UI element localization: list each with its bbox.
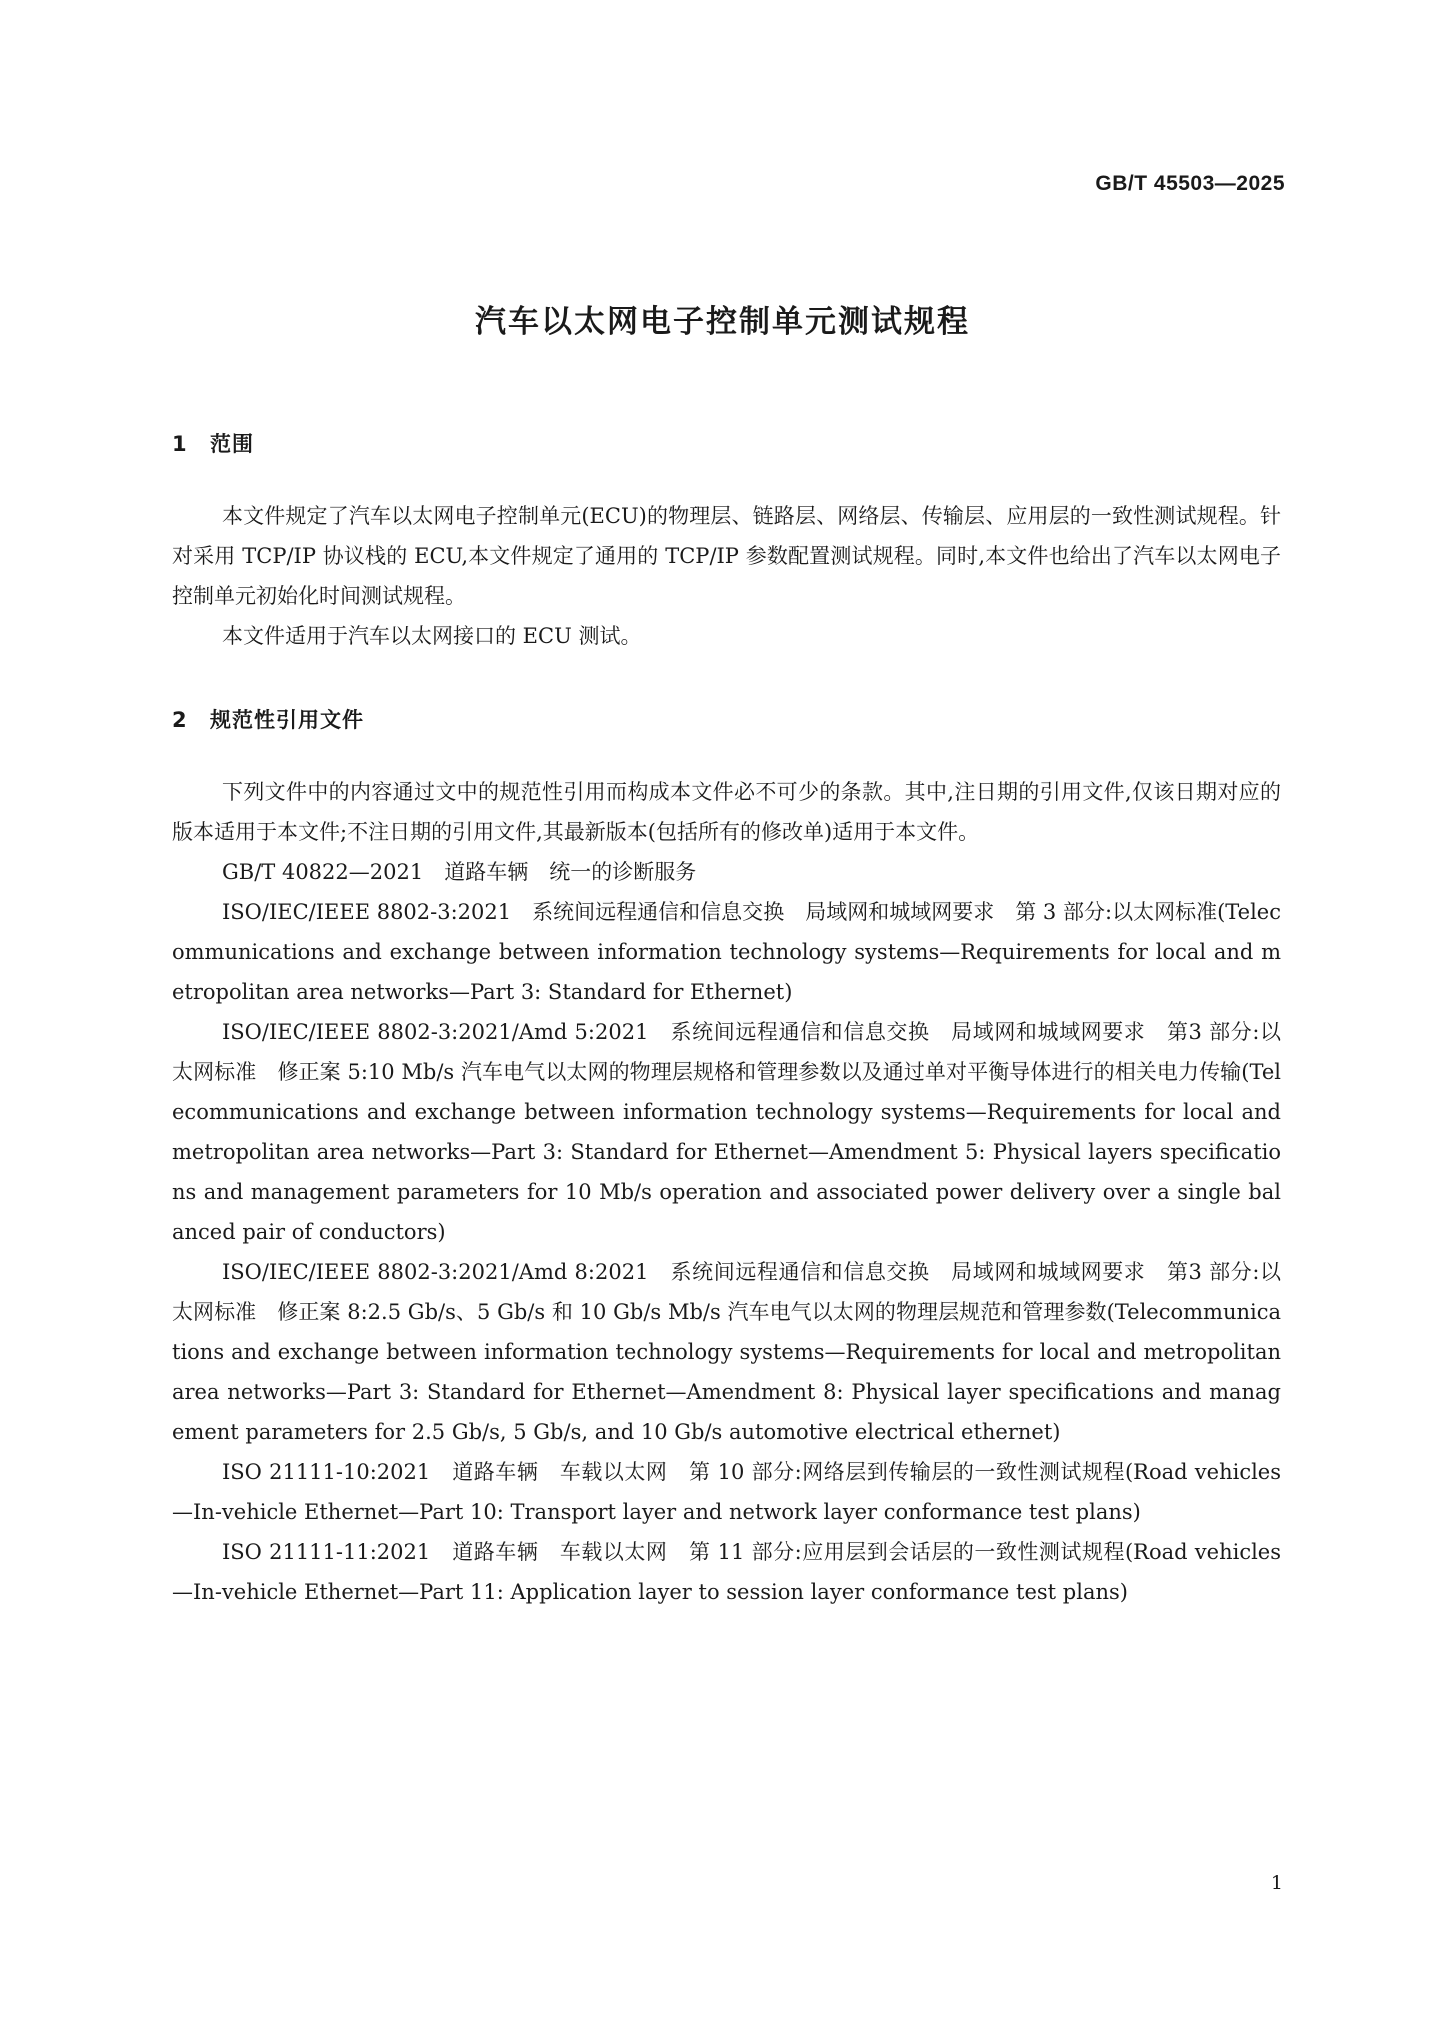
reference-entry: ISO/IEC/IEEE 8802-3:2021/Amd 8:2021 系统间远程通信和信息交换 局域网和城域网要求 第3 部分:以太网标准 修正案 8:2.5 Gb/s、5 Gb/s 和 10 Gb/s Mb/s 汽车电气以太网的物理层规范和管理参数(Telecommunications and exchange between information technology systems—Requirements for local and metropolitan area networks—Part 3: Standard for Ethernet—Amendment 8: Physical layer specifications and management parameters for 2.5 Gb/s, 5 Gb/s, and 10 Gb/s automotive electrical ethernet) <box>172 1260 1281 1444</box>
document-title: 汽车以太网电子控制单元测试规程 <box>475 304 970 340</box>
reference-entry: ISO 21111-11:2021 道路车辆 车载以太网 第 11 部分:应用层到会话层的一致性测试规程(Road vehicles—In-vehicle Ethernet—Part 11: Application layer to session layer conformance test plans) <box>172 1540 1281 1604</box>
standard-code: GB/T 45503—2025 <box>1095 172 1285 195</box>
section-2-heading <box>172 704 364 734</box>
section-2-body <box>172 772 1281 1612</box>
paragraph: 下列文件中的内容通过文中的规范性引用而构成本文件必不可少的条款。其中,注日期的引用文件,仅该日期对应的版本适用于本文件;不注日期的引用文件,其最新版本(包括所有的修改单)适用于本文件。 <box>172 780 1281 844</box>
reference-entry: GB/T 40822—2021 道路车辆 统一的诊断服务 <box>222 860 697 884</box>
reference-entry: ISO 21111-10:2021 道路车辆 车载以太网 第 10 部分:网络层到传输层的一致性测试规程(Road vehicles—In-vehicle Ethernet—Part 10: Transport layer and network layer conformance test plans) <box>172 1460 1281 1524</box>
reference-entry: ISO/IEC/IEEE 8802-3:2021 系统间远程通信和信息交换 局域网和城域网要求 第 3 部分:以太网标准(Telecommunications and exchange between information technology systems—Requirements for local and metropolitan area networks—Part 3: Standard for Ethernet) <box>172 900 1281 1004</box>
page-number: 1 <box>1270 1872 1283 1894</box>
section-number: 2 <box>172 708 188 732</box>
section-number: 1 <box>172 432 188 456</box>
reference-entry: ISO/IEC/IEEE 8802-3:2021/Amd 5:2021 系统间远程通信和信息交换 局域网和城域网要求 第3 部分:以太网标准 修正案 5:10 Mb/s 汽车电气以太网的物理层规格和管理参数以及通过单对平衡导体进行的相关电力传输(Telecommunications and exchange between information technology systems—Requirements for local and metropolitan area networks—Part 3: Standard for Ethernet—Amendment 5: Physical layers specifications and management parameters for 10 Mb/s operation and associated power delivery over a single balanced pair of conductors) <box>172 1020 1281 1244</box>
section-title: 规范性引用文件 <box>210 708 364 732</box>
paragraph: 本文件规定了汽车以太网电子控制单元(ECU)的物理层、链路层、网络层、传输层、应用层的一致性测试规程。针对采用 TCP/IP 协议栈的 ECU,本文件规定了通用的 TCP/IP 参数配置测试规程。同时,本文件也给出了汽车以太网电子控制单元初始化时间测试规程。 <box>172 504 1281 608</box>
section-title: 范围 <box>210 432 254 456</box>
paragraph: 本文件适用于汽车以太网接口的 ECU 测试。 <box>222 624 642 648</box>
section-1-body <box>172 496 1281 656</box>
section-1-heading <box>172 428 254 458</box>
